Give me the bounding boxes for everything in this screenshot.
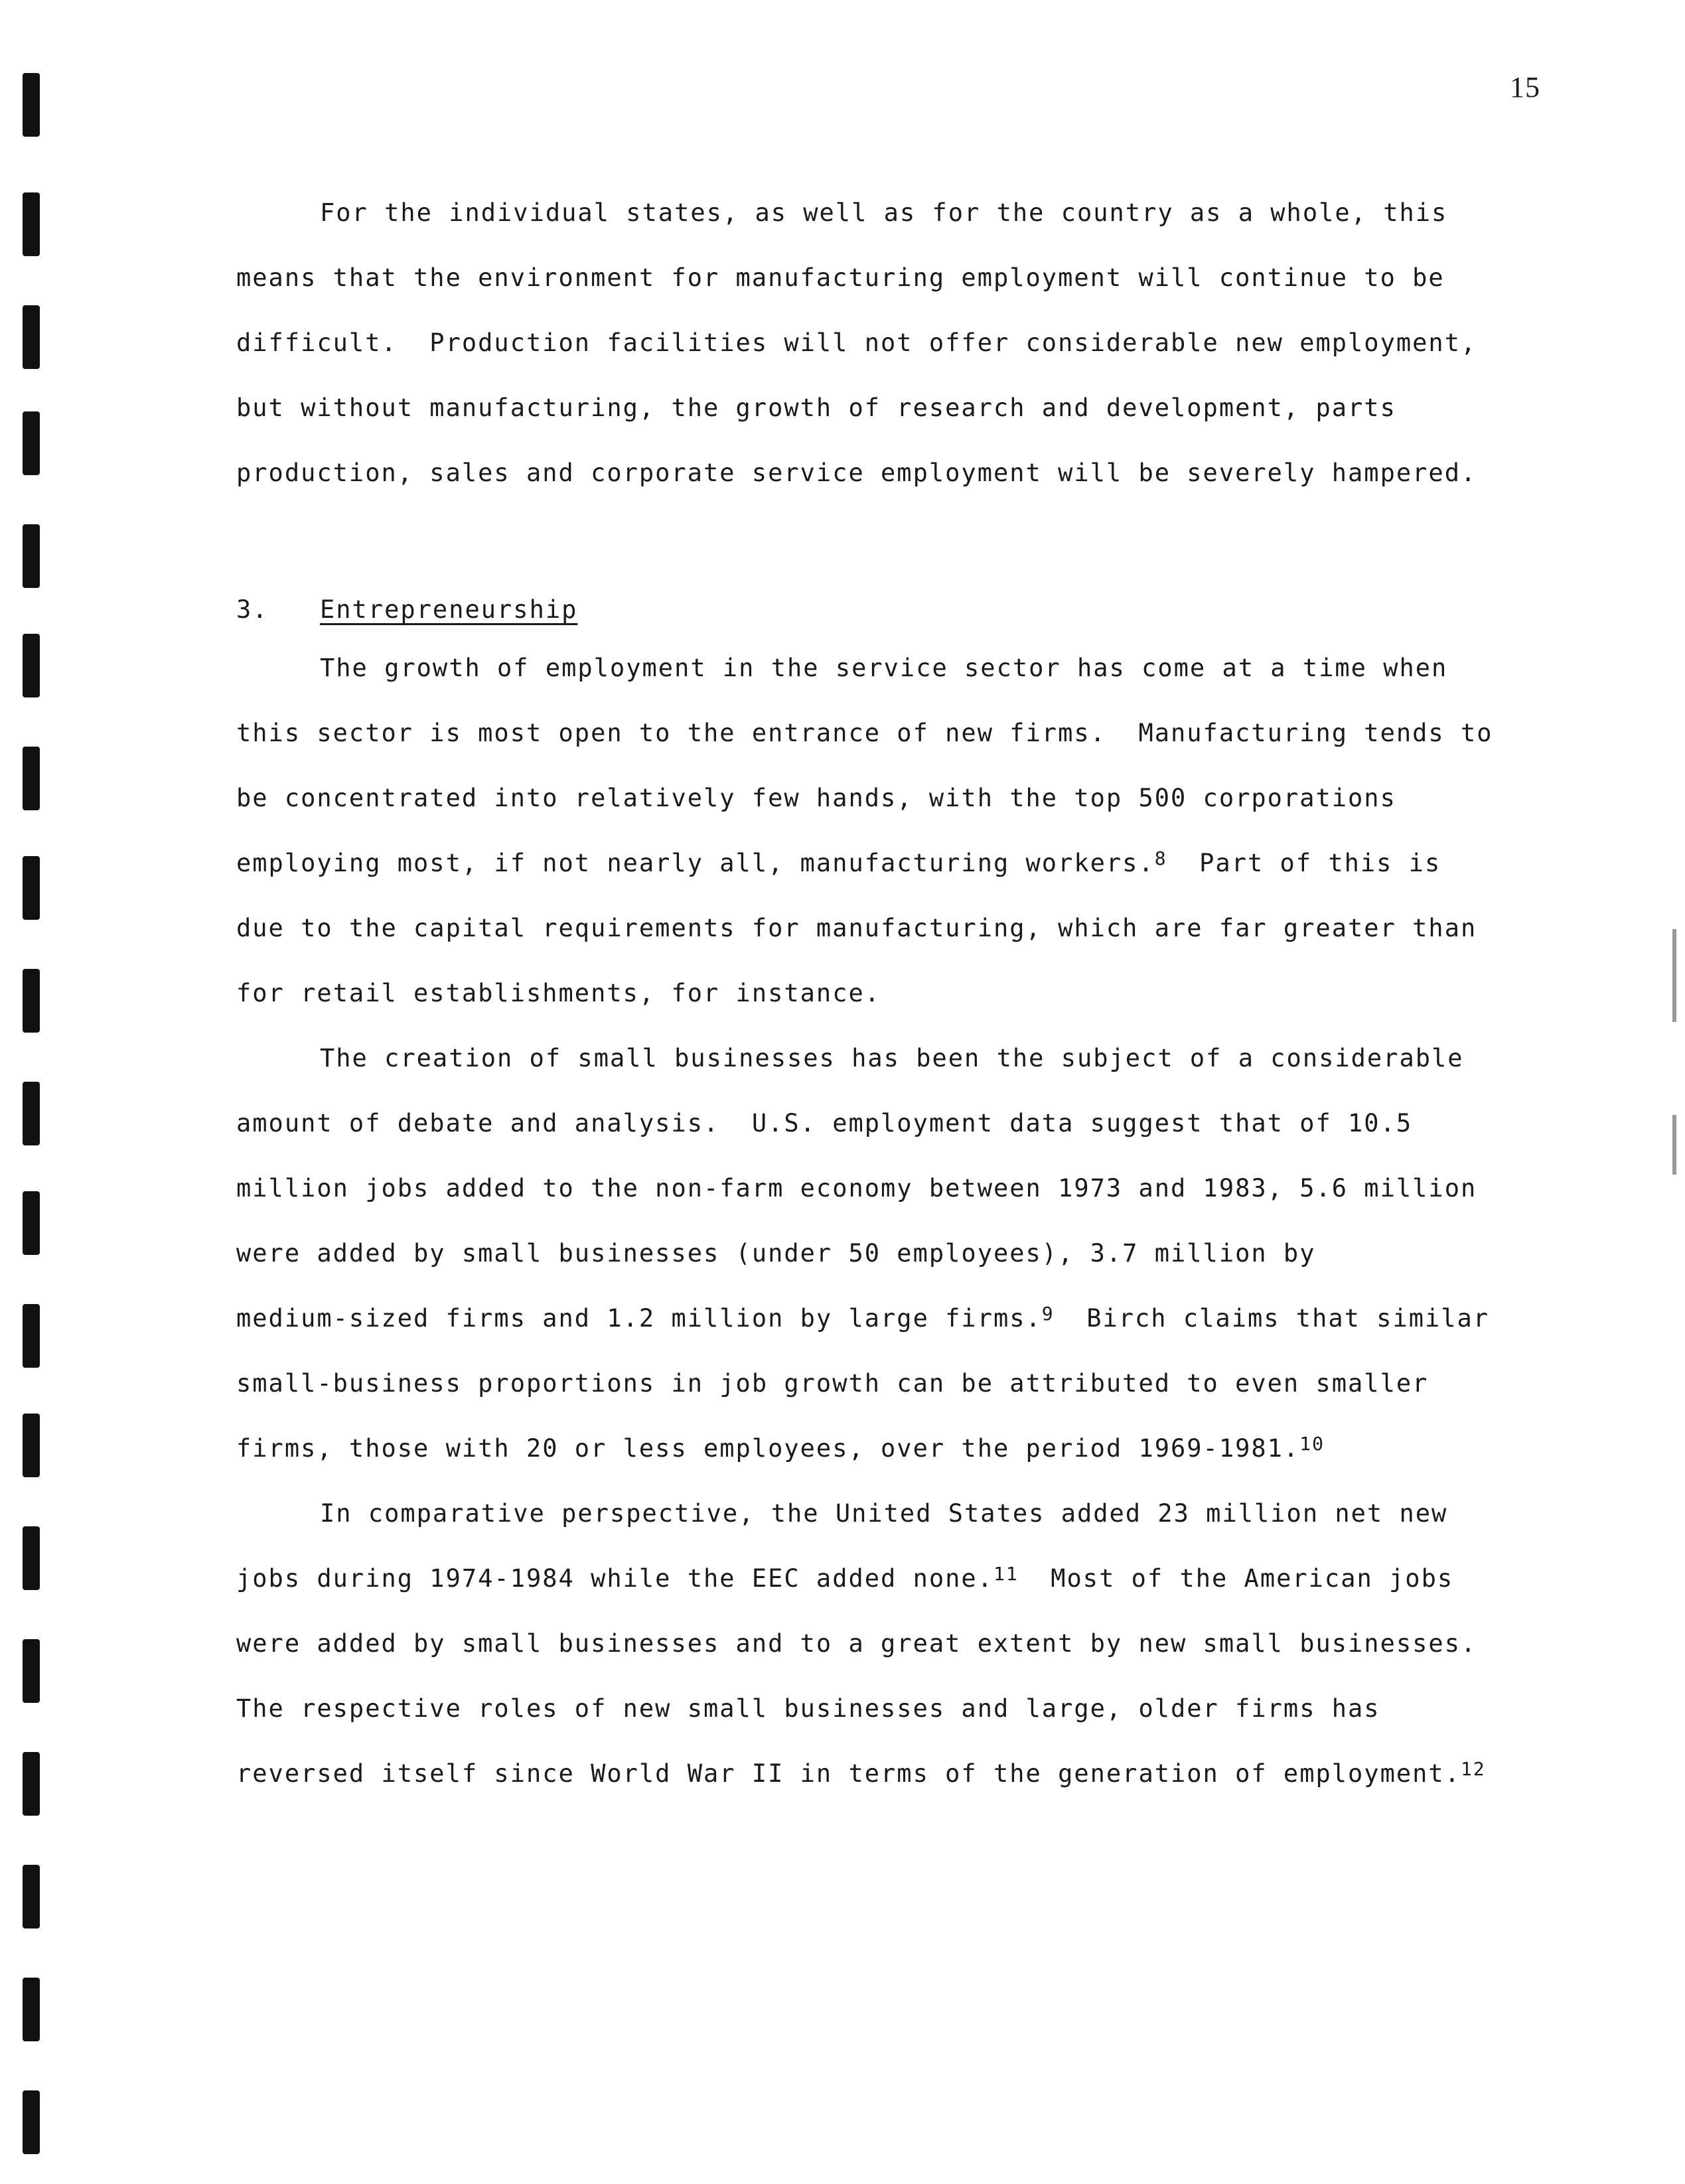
text-line bbox=[236, 831, 1530, 896]
text-segment: firms, those with 20 or less employees, over the period 1969-1981. bbox=[236, 1434, 1300, 1463]
text-line: In comparative perspective, the United States added 23 million net new bbox=[320, 1499, 1448, 1528]
text-line: means that the environment for manufacturing employment will continue to be bbox=[236, 263, 1445, 292]
paragraph-3 bbox=[236, 1026, 1530, 1481]
section-number: 3. bbox=[236, 595, 269, 624]
text-segment: reversed itself since World War II in terms of the generation of employment. bbox=[236, 1759, 1461, 1788]
text-line: amount of debate and analysis. U.S. employment data suggest that of 10.5 bbox=[236, 1109, 1413, 1137]
scan-speck bbox=[1672, 1115, 1676, 1175]
binding-mark bbox=[23, 1752, 40, 1816]
text-line bbox=[236, 1546, 1530, 1611]
binding-mark bbox=[23, 1414, 40, 1477]
binding-mark bbox=[23, 1191, 40, 1255]
binding-mark bbox=[23, 747, 40, 810]
text-line: production, sales and corporate service employment will be severely hampered. bbox=[236, 459, 1477, 487]
binding-mark bbox=[23, 305, 40, 369]
footnote-ref: 8 bbox=[1154, 847, 1167, 869]
text-line: million jobs added to the non-farm economy between 1973 and 1983, 5.6 million bbox=[236, 1174, 1477, 1202]
text-line: this sector is most open to the entrance of new firms. Manufacturing tends to bbox=[236, 719, 1493, 747]
binding-mark bbox=[23, 1082, 40, 1145]
paragraph-4 bbox=[236, 1481, 1530, 1806]
text-line: but without manufacturing, the growth of research and development, parts bbox=[236, 394, 1396, 422]
text-line: were added by small businesses and to a great extent by new small businesses. bbox=[236, 1629, 1477, 1658]
binding-mark bbox=[23, 192, 40, 256]
text-line: small-business proportions in job growth can be attributed to even smaller bbox=[236, 1369, 1429, 1398]
text-line bbox=[236, 1741, 1530, 1806]
paragraph-2 bbox=[236, 636, 1530, 1026]
text-segment: Birch claims that similar bbox=[1054, 1304, 1490, 1333]
text-segment: Part of this is bbox=[1167, 849, 1441, 877]
text-line bbox=[236, 1286, 1530, 1351]
footnote-ref: 9 bbox=[1041, 1303, 1055, 1325]
scan-margin-specks bbox=[1672, 929, 1680, 1208]
binding-mark bbox=[23, 73, 40, 137]
binding-mark bbox=[23, 1304, 40, 1368]
text-segment: Most of the American jobs bbox=[1018, 1564, 1454, 1593]
binding-mark bbox=[23, 1978, 40, 2041]
page-number: 15 bbox=[1510, 71, 1540, 104]
text-line: The creation of small businesses has been the subject of a considerable bbox=[320, 1044, 1464, 1072]
text-segment: employing most, if not nearly all, manufacturing workers. bbox=[236, 849, 1155, 877]
text-line: The growth of employment in the service sector has come at a time when bbox=[320, 654, 1448, 682]
binding-mark bbox=[23, 2090, 40, 2154]
binding-mark bbox=[23, 1865, 40, 1929]
binding-mark bbox=[23, 1639, 40, 1703]
binding-mark bbox=[23, 969, 40, 1033]
binding-mark bbox=[23, 1526, 40, 1590]
binding-mark bbox=[23, 411, 40, 475]
paragraph-1 bbox=[236, 181, 1530, 506]
footnote-ref: 10 bbox=[1299, 1433, 1325, 1455]
binding-mark bbox=[23, 634, 40, 697]
text-line: The respective roles of new small businesses and large, older firms has bbox=[236, 1694, 1380, 1723]
text-line: difficult. Production facilities will not offer considerable new employment, bbox=[236, 328, 1477, 357]
text-line: For the individual states, as well as for the country as a whole, this bbox=[320, 198, 1448, 227]
text-line bbox=[236, 1416, 1530, 1481]
text-line: were added by small businesses (under 50 employees), 3.7 million by bbox=[236, 1239, 1316, 1268]
text-segment: medium-sized firms and 1.2 million by large firms. bbox=[236, 1304, 1042, 1333]
binding-punch-marks bbox=[23, 73, 40, 2183]
binding-mark bbox=[23, 524, 40, 588]
text-line: be concentrated into relatively few hands, with the top 500 corporations bbox=[236, 784, 1396, 812]
binding-mark bbox=[23, 856, 40, 920]
section-title: Entrepreneurship bbox=[320, 595, 578, 624]
text-line: due to the capital requirements for manufacturing, which are far greater than bbox=[236, 914, 1477, 942]
text-segment: jobs during 1974-1984 while the EEC added none. bbox=[236, 1564, 993, 1593]
footnote-ref: 11 bbox=[993, 1563, 1019, 1585]
scan-speck bbox=[1672, 929, 1676, 1022]
section-heading bbox=[236, 577, 577, 642]
footnote-ref: 12 bbox=[1460, 1758, 1486, 1780]
text-line: for retail establishments, for instance. bbox=[236, 979, 881, 1007]
